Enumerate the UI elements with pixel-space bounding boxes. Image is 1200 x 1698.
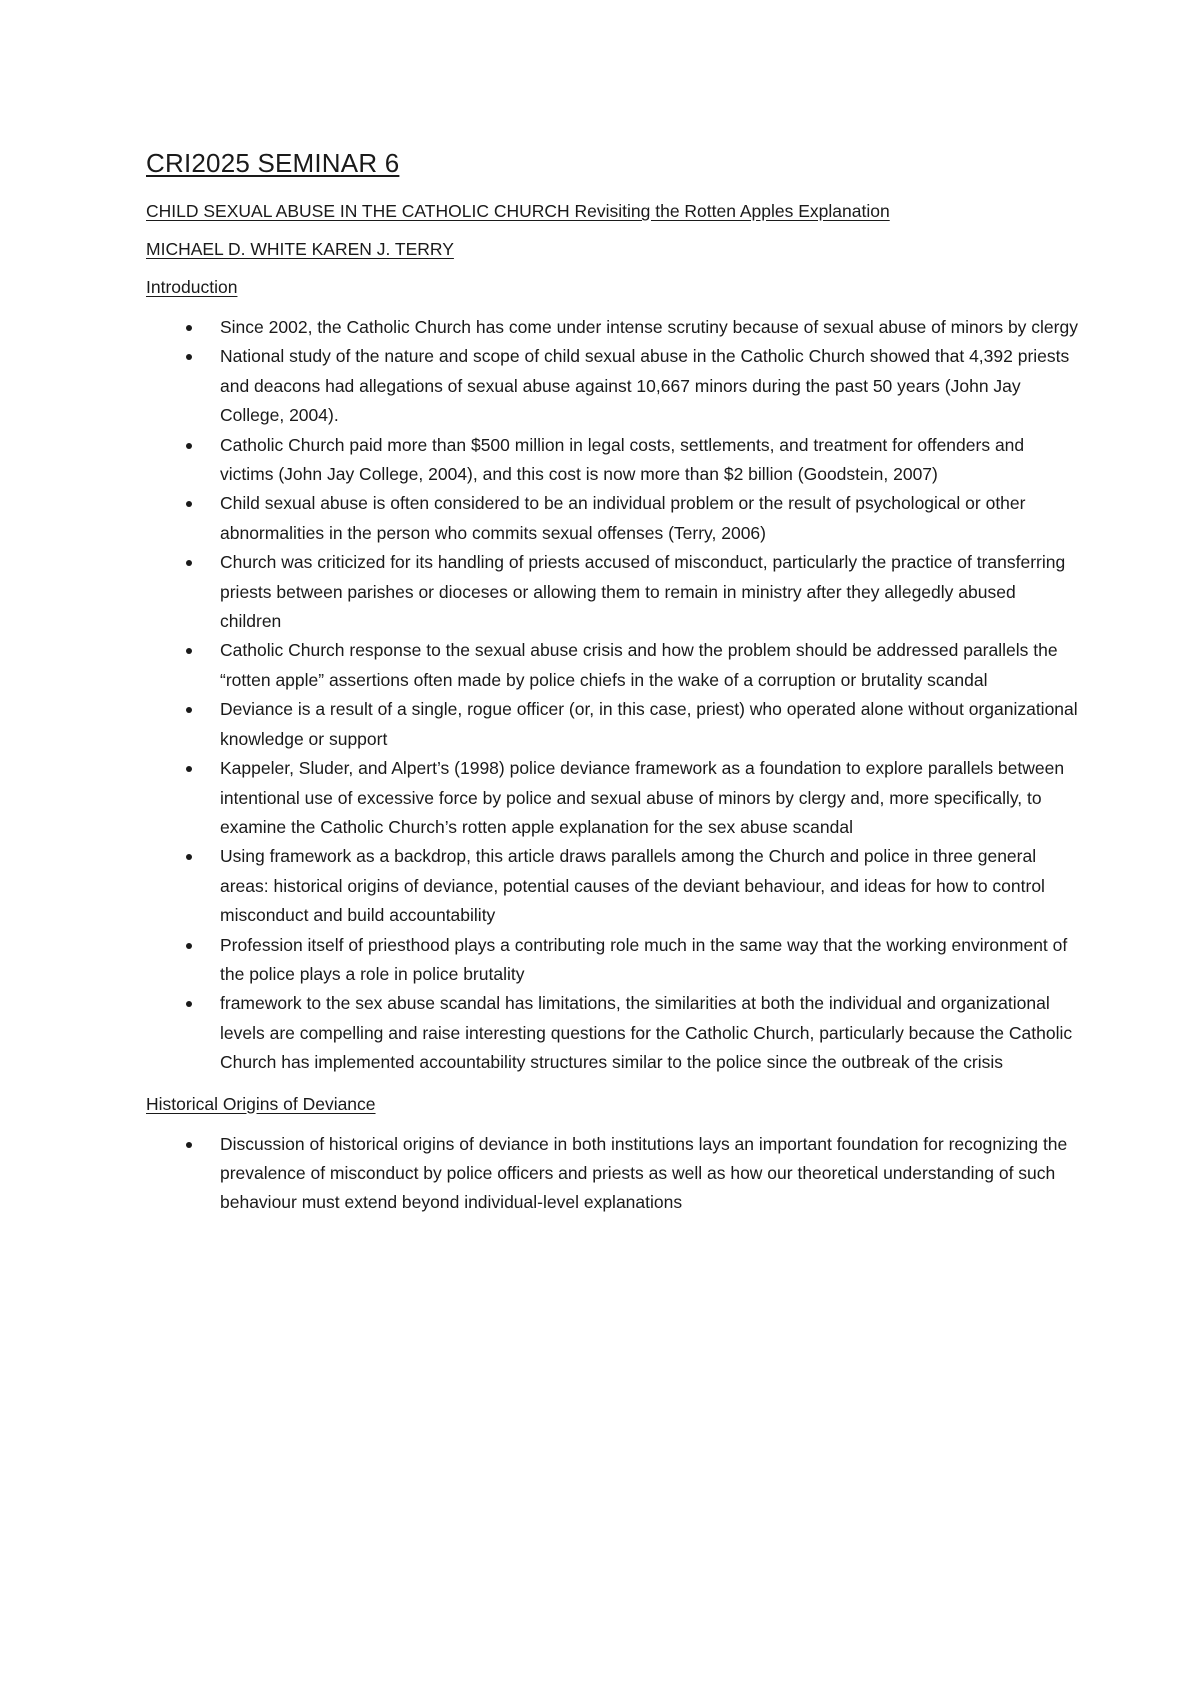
bullet-icon (186, 1142, 192, 1148)
list-item (146, 842, 1080, 930)
list-item (146, 431, 1080, 490)
list-item (146, 754, 1080, 842)
list-item (146, 695, 1080, 754)
bullet-icon (186, 1001, 192, 1007)
list-item-text: Discussion of historical origins of deviance in both institutions lays an important foundation for recognizing the prevalence of misconduct by police officers and priests as well as how our theoretical understanding of such behaviour must extend beyond individual-level explanations (220, 1133, 1068, 1213)
list-item-text: Church was criticized for its handling of priests accused of misconduct, particularly the practice of transferring priests between parishes or dioceses or allowing them to remain in ministry after they allegedly abused children (220, 552, 1066, 632)
list-item-text: Profession itself of priesthood plays a contributing role much in the same way that the working environment of the police plays a role in police brutality (220, 934, 1068, 984)
list-item-text: Child sexual abuse is often considered to be an individual problem or the result of psychological or other abnormalities in the person who commits sexual offenses (Terry, 2006) (220, 493, 1026, 543)
bullet-icon (186, 443, 192, 449)
list-item (146, 489, 1080, 548)
list-item (146, 931, 1080, 990)
bullet-icon (186, 943, 192, 949)
list-item (146, 1130, 1080, 1218)
bullet-list (146, 313, 1080, 1078)
list-item-text: framework to the sex abuse scandal has limitations, the similarities at both the individual and organizational levels are compelling and raise interesting questions for the Catholic Church, particularly because the Catholic Church has implemented accountability structures similar to the police since the outbreak of the crisis (220, 993, 1073, 1073)
section-historical-origins (146, 1094, 1080, 1218)
list-item (146, 342, 1080, 430)
list-item-text: National study of the nature and scope of child sexual abuse in the Catholic Church showed that 4,392 priests and deacons had allegations of sexual abuse against 10,667 minors during the past 50 years (John Jay College, 2004). (220, 346, 1070, 426)
list-item (146, 989, 1080, 1077)
list-item (146, 313, 1080, 342)
bullet-icon (186, 325, 192, 331)
bullet-icon (186, 766, 192, 772)
article-authors: MICHAEL D. WHITE KAREN J. TERRY (146, 239, 454, 259)
section-heading: Historical Origins of Deviance (146, 1093, 376, 1114)
list-item-text: Kappeler, Sluder, and Alpert’s (1998) police deviance framework as a foundation to explore parallels between intentional use of excessive force by police and sexual abuse of minors by clergy and, more specifically, to examine the Catholic Church’s rotten apple explanation for the sex abuse scandal (220, 758, 1065, 837)
bullet-icon (186, 560, 192, 566)
bullet-icon (186, 854, 192, 860)
list-item-text: Catholic Church paid more than $500 million in legal costs, settlements, and treatment for offenders and victims (John Jay College, 2004), and this cost is now more than $2 billion (Goodstein, 2007) (220, 434, 1025, 485)
section-introduction (146, 277, 1080, 1078)
bullet-icon (186, 648, 192, 654)
bullet-icon (186, 501, 192, 507)
article-title: CHILD SEXUAL ABUSE IN THE CATHOLIC CHURCH Revisiting the Rotten Apples Explanation (146, 201, 890, 221)
list-item (146, 548, 1080, 636)
document-title: CRI2025 SEMINAR 6 (146, 148, 400, 178)
section-heading: Introduction (146, 277, 238, 297)
list-item-text: Since 2002, the Catholic Church has come under intense scrutiny because of sexual abuse of minors by clergy (220, 317, 1078, 337)
list-item-text: Deviance is a result of a single, rogue officer (or, in this case, priest) who operated alone without organizational knowledge or support (220, 699, 1078, 749)
list-item (146, 636, 1080, 695)
list-item-text: Catholic Church response to the sexual abuse crisis and how the problem should be addressed parallels the “rotten apple” assertions often made by police chiefs in the wake of a corruption or brutality scandal (220, 640, 1058, 690)
bullet-list (146, 1130, 1080, 1218)
bullet-icon (186, 707, 192, 713)
bullet-icon (186, 354, 192, 360)
list-item-text: Using framework as a backdrop, this article draws parallels among the Church and police in three general areas: historical origins of deviance, potential causes of the deviant behaviour, and ideas for how to control misconduct and build accountability (220, 846, 1045, 926)
